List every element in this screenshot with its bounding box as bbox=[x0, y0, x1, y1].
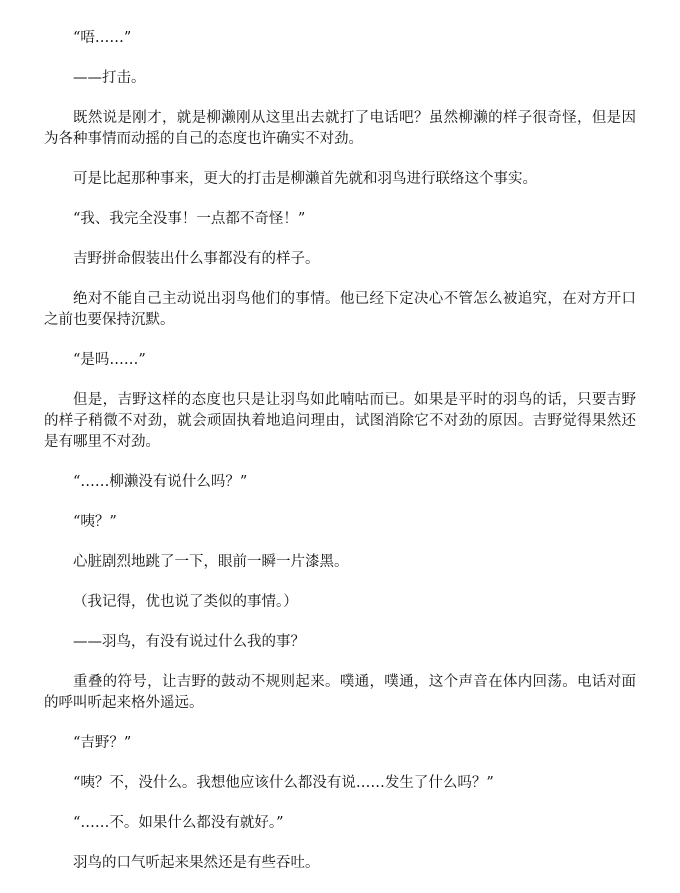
paragraph: 可是比起那种事来，更大的打击是柳濑首先就和羽鸟进行联络这个事实。 bbox=[73, 171, 537, 187]
paragraph: 重叠的符号，让吉野的鼓动不规则起来。噗通，噗通，这个声音在体内回荡。电话对面的呼叫听起来格外遥远。 bbox=[44, 674, 636, 711]
paragraph: “是吗……” bbox=[73, 352, 146, 368]
paragraph: 但是，吉野这样的态度也只是让羽鸟如此喃咕而已。如果是平时的羽鸟的话，只要吉野的样子稍微不对劲，就会顽固执着地追问理由，试图消除它不对劲的原因。吉野觉得果然还是有哪里不对劲。 bbox=[44, 392, 636, 450]
paragraph: “唔……” bbox=[73, 30, 132, 46]
paragraph: 吉野拼命假装出什么事都没有的样子。 bbox=[73, 251, 320, 267]
paragraph: 羽鸟的口气听起来果然还是有些吞吐。 bbox=[73, 855, 320, 871]
paragraph: （我记得，优也说了类似的事情。） bbox=[73, 594, 298, 610]
paragraph: “……柳濑没有说什么吗？” bbox=[73, 474, 248, 490]
paragraph: 绝对不能自己主动说出羽鸟他们的事情。他已经下定决心不管怎么被追究，在对方开口之前也要保持沉默。 bbox=[44, 291, 636, 328]
paragraph: “咦？不，没什么。我想他应该什么都没有说……发生了什么吗？” bbox=[73, 775, 494, 791]
paragraph: “吉野？” bbox=[73, 735, 132, 751]
paragraph: ——打击。 bbox=[73, 70, 146, 86]
paragraph: 心脏剧烈地跳了一下，眼前一瞬一片漆黑。 bbox=[73, 554, 349, 570]
paragraph: “咦？” bbox=[73, 514, 117, 530]
paragraph: “我、我完全没事！一点都不奇怪！” bbox=[73, 211, 306, 227]
document-page bbox=[44, 28, 636, 893]
paragraph: ——羽鸟，有没有说过什么我的事？ bbox=[73, 634, 305, 650]
paragraph: “……不。如果什么都没有就好。” bbox=[73, 815, 284, 831]
paragraph: 既然说是刚才，就是柳濑刚从这里出去就打了电话吧？虽然柳濑的样子很奇怪，但是因为各种事情而动摇的自己的态度也许确实不对劲。 bbox=[44, 110, 636, 147]
